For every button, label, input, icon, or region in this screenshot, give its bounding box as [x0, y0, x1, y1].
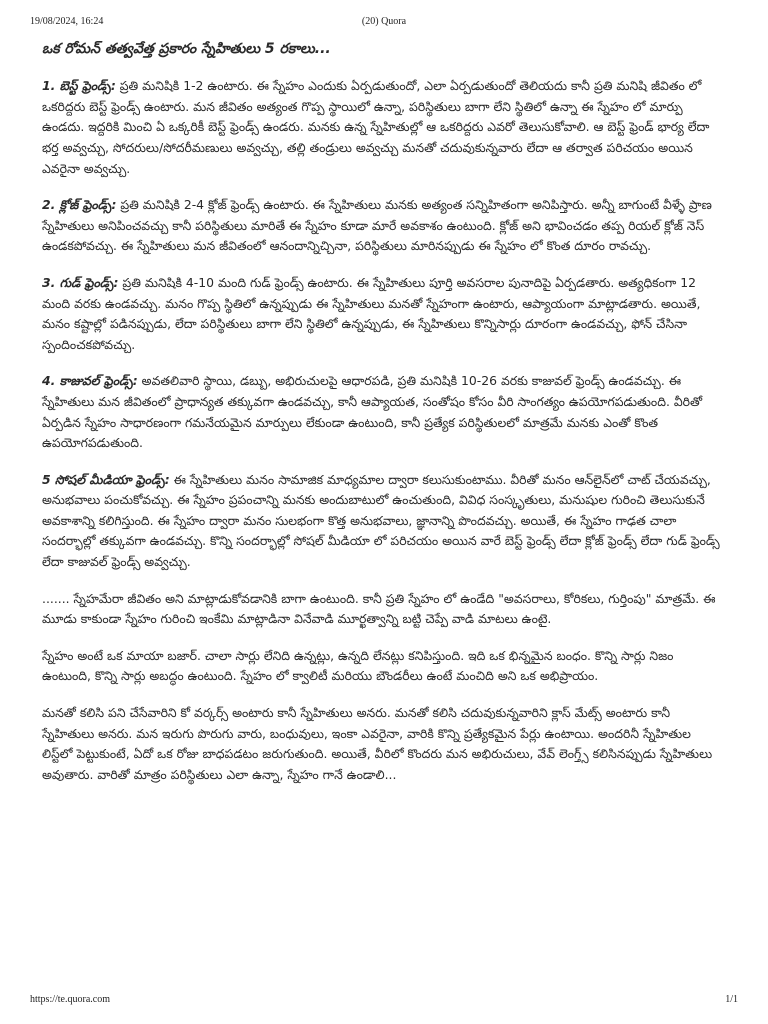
- print-datetime: 19/08/2024, 16:24: [30, 16, 104, 27]
- section-text: ప్రతి మనిషికి 4-10 మంది గుడ్ ఫ్రెండ్స్ ఉంటారు. ఈ స్నేహితులు పూర్తి అవసరాల పునాదిపై ఏర్పడతారు. అత్యధికంగా 12 మంది వరకు ఉండవచ్చు. మనం గొప్ప స్థితిలో ఉన్నప్పుడు ఈ స్నేహితులు మనతో స్నేహంగా ఉంటారు, ఆప్యాయంగా మాట్లాడతారు. అయితే, మనం కష్టాల్లో పడినప్పుడు, లేదా పరిస్థితులు బాగా లేని స్థితిలో ఉన్నప్పుడు, ఈ స్నేహితులు కొన్నిసార్లు దూరంగా ఉండవచ్చు, ఫోన్ చేసినా స్పందించకపోవచ్చు.: [42, 274, 701, 352]
- friend-type-casual: [42, 371, 722, 453]
- print-header: [30, 16, 738, 27]
- body-paragraph: మనతో కలిసి పని చేసేవారిని కో వర్కర్స్ అంటారు కానీ స్నేహితులు అనరు. మనతో కలిసి చదువుకున్నవారిని క్లాస్ మేట్స్ అంటారు కానీ స్నేహితులు అనరు. మన ఇరుగు పొరుగు వారు, బంధువులు, ఇంకా ఎవరైనా, వారికి కొన్ని ప్రత్యేకమైన పేర్లు ఉంటాయి. అందరినీ స్నేహితుల లిస్ట్‌లో పెట్టుకుంటే, ఏదో ఒక రోజు బాధపడటం జరుగుతుంది. అయితే, వీరిలో కొందరు మన అభిరుచులు, వేవ్ లెంగ్త్స్ కలిసినప్పుడు స్నేహితులు అవుతారు. వారితో మాత్రం పరిస్థితులు ఎలా ఉన్నా, స్నేహం గానే ఉండాలి...: [42, 705, 713, 782]
- print-page-count: 1/1: [725, 994, 738, 1005]
- article: [42, 40, 722, 801]
- body-paragraph: స్నేహం అంటే ఒక మాయా బజార్. చాలా సార్లు లేనిది ఉన్నట్లు, ఉన్నది లేనట్లు కనిపిస్తుంది. ఇది ఒక భిన్నమైన బంధం. కొన్ని సార్లు నిజం ఉంటుంది, కొన్ని సార్లు అబద్ధం ఉంటుంది. స్నేహం లో క్వాలిటీ మరియు బౌండరీలు ఉంటే మంచిది అని ఒక అభిప్రాయం.: [42, 647, 674, 684]
- article-title: ఒక రోమన్ తత్వవేత్త ప్రకారం స్నేహితులు 5 రకాలు...: [42, 41, 331, 57]
- print-page-title: (20) Quora: [361, 16, 407, 27]
- friend-type-social-media: [42, 470, 722, 573]
- friend-type-close: [42, 195, 722, 257]
- section-text: అవతలివారి స్థాయి, డబ్బు, అభిరుచులపై ఆధారపడి, ప్రతి మనిషికి 10-26 వరకు కాజువల్ ఫ్రెండ్స్ ఉండవచ్చు. ఈ స్నేహితులు మన జీవితంలో ప్రాధాన్యత తక్కువగా ఉండవచ్చు, కానీ ఆప్యాయత, సంతోషం కోసం వీరి సాంగత్యం ఉపయోగపడుతుంది. వీరితో ఏర్పడిన స్నేహం సాధారణంగా గమనేయమైన మార్పులు లేకుండా ఉంటుంది, కానీ ప్రత్యేక పరిస్థితులలో మాత్రమే మనకు ఎంతో కొంత ఉపయోగపడుతుంది.: [42, 373, 703, 451]
- section-text: ప్రతి మనిషికి 2-4 క్లోజ్ ఫ్రెండ్స్ ఉంటారు. ఈ స్నేహితులు మనకు అత్యంత సన్నిహితంగా అనిపిస్తారు. అన్నీ బాగుంటే వీళ్ళే ప్రాణ స్నేహితులు అనిపించవచ్చు కానీ పరిస్థితులు మారితే ఈ స్నేహం కూడా మారే అవకాశం ఉంటుంది. క్లోజ్ అని భావించడం తప్ప రియల్ క్లోజ్ నెస్ ఉండకపోవచ్చు. ఈ స్నేహితులు మన జీవితంలో ఆనందాన్నిచ్చినా, పరిస్థితులు మారినప్పుడు ఈ స్నేహం లో కొంత దూరం రావచ్చు.: [42, 197, 712, 254]
- section-heading: 1. బెస్ట్ ఫ్రెండ్స్:: [42, 78, 116, 94]
- print-footer: [30, 994, 738, 1005]
- section-text: ప్రతి మనిషికి 1-2 ఉంటారు. ఈ స్నేహం ఎందుకు ఏర్పడుతుందో, ఎలా ఏర్పడుతుందో తెలియదు కానీ ప్రతి మనిషి జీవితం లో ఒకరిద్దరు బెస్ట్ ఫ్రెండ్స్ ఉంటారు. మన జీవితం అత్యంత గొప్ప స్థాయిలో ఉన్నా, పరిస్థితులు బాగా లేని స్థితిలో ఉన్నా ఈ స్నేహం లో మార్పు ఉండదు. ఇద్దరికి మించి ఏ ఒక్కరికీ బెస్ట్ ఫ్రెండ్స్ ఉండరు. మనకు ఉన్న స్నేహితుల్లో ఆ ఒకరిద్దరు ఎవరో తెలుసుకోవాలి. ఆ బెస్ట్ ఫ్రెండ్ భార్య లేదా భర్త అవ్వచ్చు, సోదరులు/సోదరీమణులు అవ్వచ్చు, తల్లి తండ్రులు అవ్వచ్చు మనతో చదువుకున్నవారు లేదా ఆ తర్వాత పరిచయం అయిన ఎవరైనా అవ్వచ్చు.: [42, 78, 710, 176]
- section-heading: 3. గుడ్ ఫ్రెండ్స్:: [42, 274, 119, 290]
- section-heading: 4. కాజువల్ ఫ్రెండ్స్:: [42, 373, 138, 389]
- print-url: https://te.quora.com: [30, 994, 110, 1005]
- section-heading: 5 సోషల్ మీడియా ఫ్రెండ్స్:: [42, 471, 170, 487]
- friend-type-good: [42, 273, 722, 355]
- section-heading: 2. క్లోజ్ ఫ్రెండ్స్:: [42, 197, 117, 213]
- body-paragraph: ....... స్నేహమేరా జీవితం అని మాట్లాడుకోవడానికి బాగా ఉంటుంది. కానీ ప్రతి స్నేహం లో ఉండేది "అవసరాలు, కోరికలు, గుర్తింపు" మాత్రమే. ఈ మూడు కాకుండా స్నేహం గురించి ఇంకేమి మాట్లాడినా వినేవాడి మూర్ఖత్వాన్ని బట్టి చెప్పే వాడి మాటలు ఉంటై.: [42, 590, 716, 627]
- section-text: ఈ స్నేహితులు మనం సామాజిక మాధ్యమాల ద్వారా కలుసుకుంటాము. వీరితో మనం ఆన్‌లైన్‌లో చాట్ చేయవచ్చు, అనుభవాలు పంచుకోవచ్చు. ఈ స్నేహం ప్రపంచాన్ని మనకు అందుబాటులో ఉంచుతుంది, వివిధ సంస్కృతులు, మనుషుల గురించి తెలుసుకునే అవకాశాన్ని కలిగిస్తుంది. ఈ స్నేహం ద్వారా మనం సులభంగా కొత్త అనుభవాలు, జ్ఞానాన్ని పొందవచ్చు. అయితే, ఈ స్నేహం గాఢత చాలా సందర్భాల్లో తక్కువగా ఉండవచ్చు. కొన్ని సందర్భాల్లో సోషల్ మీడియా లో పరిచయం అయిన వారే బెస్ట్ ఫ్రెండ్స్ లేదా క్లోజ్ ఫ్రెండ్స్ లేదా గుడ్ ఫ్రెండ్స్ లేదా కాజువల్ ఫ్రెండ్స్ అవ్వచ్చు.: [42, 471, 720, 570]
- friend-type-best: [42, 76, 722, 179]
